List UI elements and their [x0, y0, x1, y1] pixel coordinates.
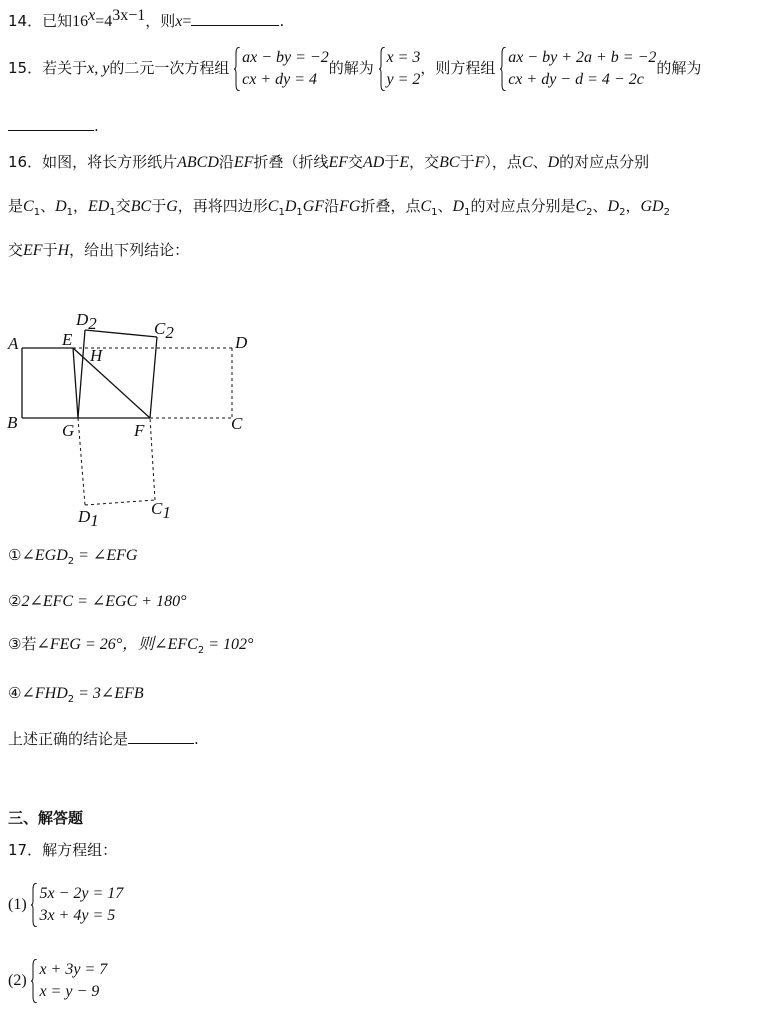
section-heading: 三、解答题 [8, 809, 84, 827]
question-17-part-1: (1) 5x − 2y = 17 3x + 4y = 5 [8, 880, 123, 929]
conclusion-2: ②2∠EFC = ∠EGC + 180° [8, 592, 187, 610]
question-15: 15．若关于x, y的二元一次方程组 ax − by = −2 cx + dy = 4 的解为 x = 3 y = 2 ，则方程组 ax − by + 2a + b = −2 cx + dy − d = 4 − 2c 的解为 [8, 46, 701, 91]
segment-C2F [150, 337, 157, 418]
brace-icon [31, 959, 37, 1003]
segment-GD2 [78, 330, 85, 418]
conclusion-3: ③若∠FEG = 26°，则$\angle EFC_2 = 102^\circ$ [8, 635, 254, 656]
equation-system-17-1: 5x − 2y = 17 3x + 4y = 5 [31, 883, 123, 927]
label-D2: D2 [76, 310, 97, 333]
answer-blank-14 [191, 11, 279, 26]
brace-icon [379, 47, 385, 91]
segment-EF [73, 348, 150, 418]
answer-blank-16 [128, 729, 194, 744]
question-15-answer: . [8, 116, 99, 136]
question-16-line-2: 是$C_1$、$D_1$，$ED_1$交BC于G，再将四边形$C_1D_1GF$沿FG折叠，点$C_1$、$D_1$的对应点分别是$C_2$、$D_2$，$GD_2$ [8, 197, 670, 218]
conclusion-4: $④\angle FHD_2$ = 3∠EFB [8, 684, 144, 705]
brace-icon [234, 47, 240, 91]
label-D1: D1 [78, 507, 99, 530]
question-16-answer: 上述正确的结论是 . [8, 730, 199, 748]
equation-system-17-2: x + 3y = 7 x = y − 9 [31, 959, 107, 1003]
label-G: G [62, 421, 75, 440]
label-A: A [8, 334, 19, 353]
brace-icon [31, 883, 37, 927]
label-B: B [7, 413, 18, 432]
question-17-title: 17．解方程组： [8, 841, 118, 859]
label-D: D [235, 333, 248, 352]
question-17-part-2: (2) x + 3y = 7 x = y − 9 [8, 956, 107, 1005]
conclusion-1: $①\angle EGD_2$ = ∠EFG [8, 546, 138, 567]
folding-diagram [0, 300, 270, 535]
dashed-D1C1 [85, 500, 155, 505]
dashed-C1F [150, 418, 155, 500]
question-14: 14．已知$16^x=4^{3x-1}$，则x= . [8, 7, 285, 30]
label-E: E [62, 330, 73, 349]
label-C1: C1 [151, 499, 171, 522]
answer-blank-15 [8, 116, 94, 131]
question-16-line-3: 交EF于H，给出下列结论： [8, 241, 190, 259]
label-F: F [134, 421, 145, 440]
equation-system-2: ax − by + 2a + b = −2 cx + dy − d = 4 − 2c [500, 47, 656, 91]
equation-system-1: ax − by = −2 cx + dy = 4 [234, 47, 329, 91]
solution-system: x = 3 y = 2 [379, 47, 421, 91]
label-H: H [90, 346, 103, 365]
brace-icon [500, 47, 506, 91]
dashed-GD1 [78, 418, 85, 505]
segment-EG [73, 348, 78, 418]
question-16-line-1: 16．如图，将长方形纸片ABCD沿EF折叠（折线EF交AD于E，交BC于F），点C、D的对应点分别 [8, 153, 650, 171]
label-C2: C2 [154, 319, 174, 342]
label-C: C [231, 414, 243, 433]
